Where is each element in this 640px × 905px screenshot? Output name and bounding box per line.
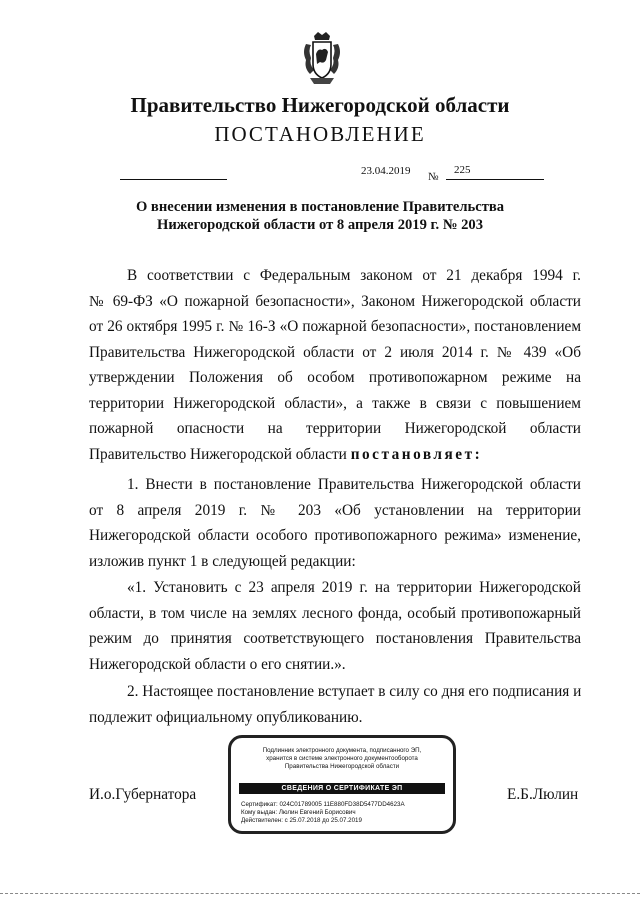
government-title: Правительство Нижегородской области (130, 93, 510, 117)
text-line: «1. Установить с 23 апреля 2019 г. на территории Нижегородской (127, 579, 581, 596)
document-subject (0, 198, 640, 234)
stamp-certificate-bar: СВЕДЕНИЯ О СЕРТИФИКАТЕ ЭП (239, 783, 445, 794)
electronic-signature-stamp (228, 735, 456, 834)
document-date: 23.04.2019 (361, 165, 411, 177)
text-line: изложив пункт 1 в следующей редакции: (89, 552, 356, 570)
certificate-serial: Сертификат: 024C01789005 11E880FD38D5477DD4623A (241, 801, 405, 808)
text-line: от 26 октября 1995 г. № 16-З «О пожарной безопасности», постановлением (89, 318, 581, 335)
text-line: от 8 апреля 2019 г. № 203 «Об установлении на территории (89, 501, 581, 519)
text-line: В соответствии с Федеральным законом от 21 декабря 1994 г. (127, 267, 581, 284)
text-line: 1. Внести в постановление Правительства Нижегородской области (127, 476, 581, 493)
text-line: территории Нижегородской области», а также в связи с повышением (89, 394, 581, 412)
signatory-position: И.о.Губернатора (89, 786, 197, 803)
certificate-owner: Кому выдан: Люлин Евгений Борисович (241, 809, 356, 816)
resolution-keyword: постановляет: (350, 445, 483, 463)
text-line (89, 442, 581, 468)
signatory-name: Е.Б.Люлин (507, 786, 579, 803)
coat-of-arms-icon (300, 30, 344, 86)
text-line: области, в том числе на землях лесного фонда, особый противопожарный (89, 604, 581, 622)
number-sign: № (428, 171, 439, 183)
scan-edge-line (0, 893, 640, 894)
text-line: режим до принятия соответствующего постановления Правительства (89, 630, 581, 647)
stamp-line: Правительства Нижегородской области (284, 763, 400, 770)
paragraph-quoted-item (89, 575, 581, 677)
subject-line: О внесении изменения в постановление Правительства (135, 199, 505, 215)
paragraph-item-1 (89, 472, 581, 574)
text-fragment: Правительство Нижегородской области (89, 445, 351, 463)
stamp-line: хранится в системе электронного документооборота (266, 755, 418, 762)
certificate-validity: Действителен: с 25.07.2018 до 25.07.2019 (241, 817, 362, 824)
paragraph-item-2 (89, 679, 581, 730)
text-line: 2. Настоящее постановление вступает в силу со дня его подписания и (127, 683, 582, 700)
subject-line: Нижегородской области от 8 апреля 2019 г. № 203 (156, 217, 484, 233)
text-line: № 69-ФЗ «О пожарной безопасности», Законом Нижегородской области (89, 292, 581, 310)
document-kind: ПОСТАНОВЛЕНИЕ (214, 122, 426, 146)
text-line: Нижегородской области особого противопожарного режима» изменение, (89, 527, 581, 544)
text-line: утверждении Положения об особом противопожарном режиме на (89, 369, 581, 386)
number-underline (446, 179, 544, 180)
text-line: Правительства Нижегородской области от 2 июля 2014 г. № 439 «Об (89, 343, 581, 361)
date-underline (120, 179, 227, 180)
stamp-certificate-info (241, 801, 405, 825)
text-line: подлежит официальному опубликованию. (89, 708, 363, 726)
text-line: Нижегородской области о его снятии.». (89, 655, 346, 673)
document-number: 225 (454, 164, 471, 176)
text-line: пожарной опасности на территории Нижегородской области (89, 420, 581, 437)
stamp-header (231, 747, 453, 771)
paragraph-preamble (89, 263, 581, 467)
stamp-line: Подлинник электронного документа, подписанного ЭП, (262, 747, 422, 754)
